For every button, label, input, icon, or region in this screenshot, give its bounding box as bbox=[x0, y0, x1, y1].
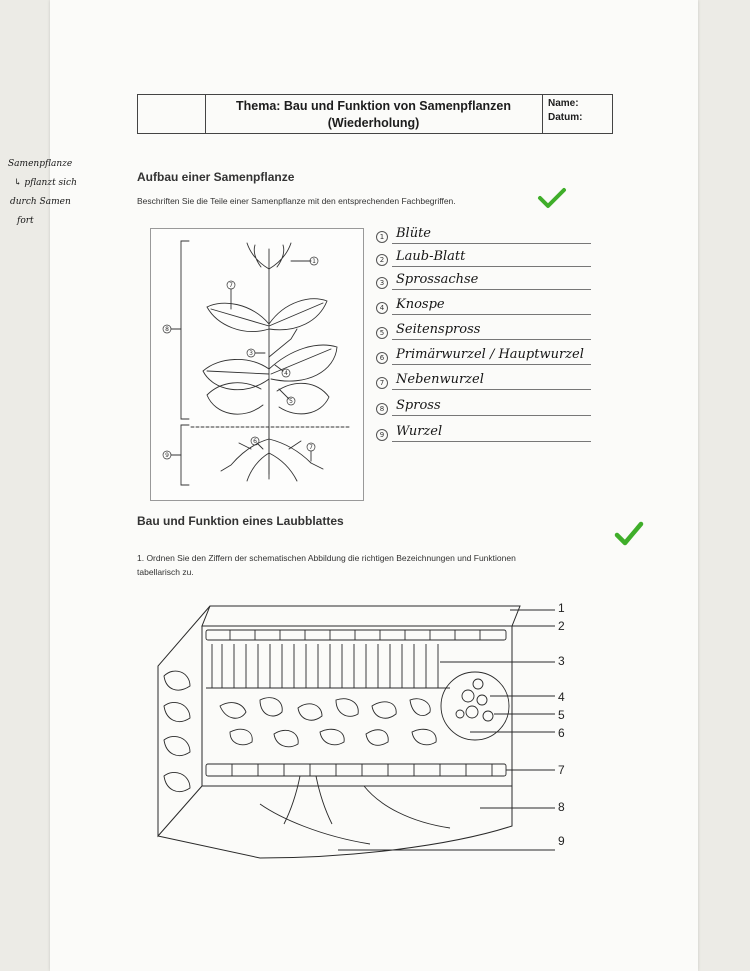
answer-row-9 bbox=[376, 424, 636, 446]
plant-number-7b: 7 bbox=[309, 444, 313, 451]
margin-note-line2: ↳ pflanzt sich bbox=[14, 178, 77, 188]
answer-row-5 bbox=[376, 322, 636, 344]
instruction-plant: Beschriften Sie die Teile einer Samenpflanze mit den entsprechenden Fachbegriffen. bbox=[137, 196, 456, 206]
check-mark-icon bbox=[537, 187, 567, 209]
answer-row-6 bbox=[376, 347, 666, 369]
answer-row-8 bbox=[376, 398, 636, 420]
section-title-leaf: Bau und Funktion eines Laubblattes bbox=[137, 514, 344, 528]
leaf-cross-section-diagram bbox=[150, 596, 600, 876]
answer-text: Seitenspross bbox=[396, 322, 481, 337]
answer-number: 1 bbox=[376, 231, 388, 243]
answer-line bbox=[392, 389, 591, 390]
leaf-number-6: 6 bbox=[558, 726, 565, 740]
plant-number-9: 9 bbox=[165, 452, 169, 459]
check-mark-icon bbox=[614, 521, 644, 547]
answer-text: Blüte bbox=[396, 226, 432, 241]
answer-number: 6 bbox=[376, 352, 388, 364]
leaf-number-2: 2 bbox=[558, 619, 565, 633]
instruction-leaf-line1: 1. Ordnen Sie den Ziffern der schematischen Abbildung die richtigen Bezeichnungen und Funktionen bbox=[137, 553, 516, 563]
answer-line bbox=[392, 266, 591, 267]
answer-text: Wurzel bbox=[396, 424, 443, 439]
answer-number: 2 bbox=[376, 254, 388, 266]
worksheet-title: Thema: Bau und Funktion von Samenpflanzen bbox=[235, 99, 511, 113]
answer-row-2 bbox=[376, 249, 636, 271]
answer-row-1 bbox=[376, 226, 636, 248]
answer-text: Laub-Blatt bbox=[396, 249, 466, 264]
plant-number-6: 6 bbox=[253, 438, 257, 445]
margin-note-line1: Samenpflanze bbox=[8, 159, 73, 169]
leaf-number-7: 7 bbox=[558, 763, 565, 777]
answer-number: 8 bbox=[376, 403, 388, 415]
answer-text: Spross bbox=[396, 398, 441, 413]
leaf-number-4: 4 bbox=[558, 690, 565, 704]
answer-text: Knospe bbox=[396, 297, 445, 312]
answer-line bbox=[392, 314, 591, 315]
section-title-plant: Aufbau einer Samenpflanze bbox=[137, 170, 295, 184]
plant-diagram bbox=[150, 228, 364, 501]
date-label: Datum: bbox=[548, 112, 583, 123]
margin-note-line4: fort bbox=[17, 216, 34, 226]
leaf-number-5: 5 bbox=[558, 708, 565, 722]
answer-row-3 bbox=[376, 272, 636, 294]
worksheet-header bbox=[137, 94, 613, 134]
leaf-number-8: 8 bbox=[558, 800, 565, 814]
answer-row-7 bbox=[376, 372, 636, 394]
instruction-leaf-line2: tabellarisch zu. bbox=[137, 567, 194, 577]
answer-number: 7 bbox=[376, 377, 388, 389]
plant-number-1: 1 bbox=[312, 258, 316, 265]
answer-line bbox=[392, 415, 591, 416]
answer-number: 3 bbox=[376, 277, 388, 289]
plant-number-7: 7 bbox=[229, 282, 233, 289]
margin-note-line3: durch Samen bbox=[10, 197, 71, 207]
plant-number-3: 3 bbox=[249, 350, 253, 357]
answer-text: Sprossachse bbox=[396, 272, 479, 287]
plant-number-5: 5 bbox=[289, 398, 293, 405]
answer-number: 5 bbox=[376, 327, 388, 339]
answer-text: Primärwurzel / Hauptwurzel bbox=[396, 347, 584, 362]
leaf-number-1: 1 bbox=[558, 601, 565, 615]
answer-text: Nebenwurzel bbox=[396, 372, 484, 387]
answer-line bbox=[392, 441, 591, 442]
answer-number: 9 bbox=[376, 429, 388, 441]
answer-line bbox=[392, 243, 591, 244]
answer-row-4 bbox=[376, 297, 636, 319]
header-meta-cell bbox=[542, 95, 612, 133]
answer-line bbox=[392, 339, 591, 340]
plant-illustration bbox=[151, 229, 365, 502]
answer-number: 4 bbox=[376, 302, 388, 314]
header-title-cell bbox=[205, 95, 543, 133]
header-empty-cell bbox=[138, 95, 206, 133]
answer-line bbox=[392, 364, 591, 365]
plant-number-8: 8 bbox=[165, 326, 169, 333]
plant-number-4: 4 bbox=[284, 370, 288, 377]
leaf-number-3: 3 bbox=[558, 654, 565, 668]
leaf-number-9: 9 bbox=[558, 834, 565, 848]
name-label: Name: bbox=[548, 98, 579, 109]
answer-line bbox=[392, 289, 591, 290]
worksheet-subtitle: (Wiederholung) bbox=[327, 116, 420, 130]
